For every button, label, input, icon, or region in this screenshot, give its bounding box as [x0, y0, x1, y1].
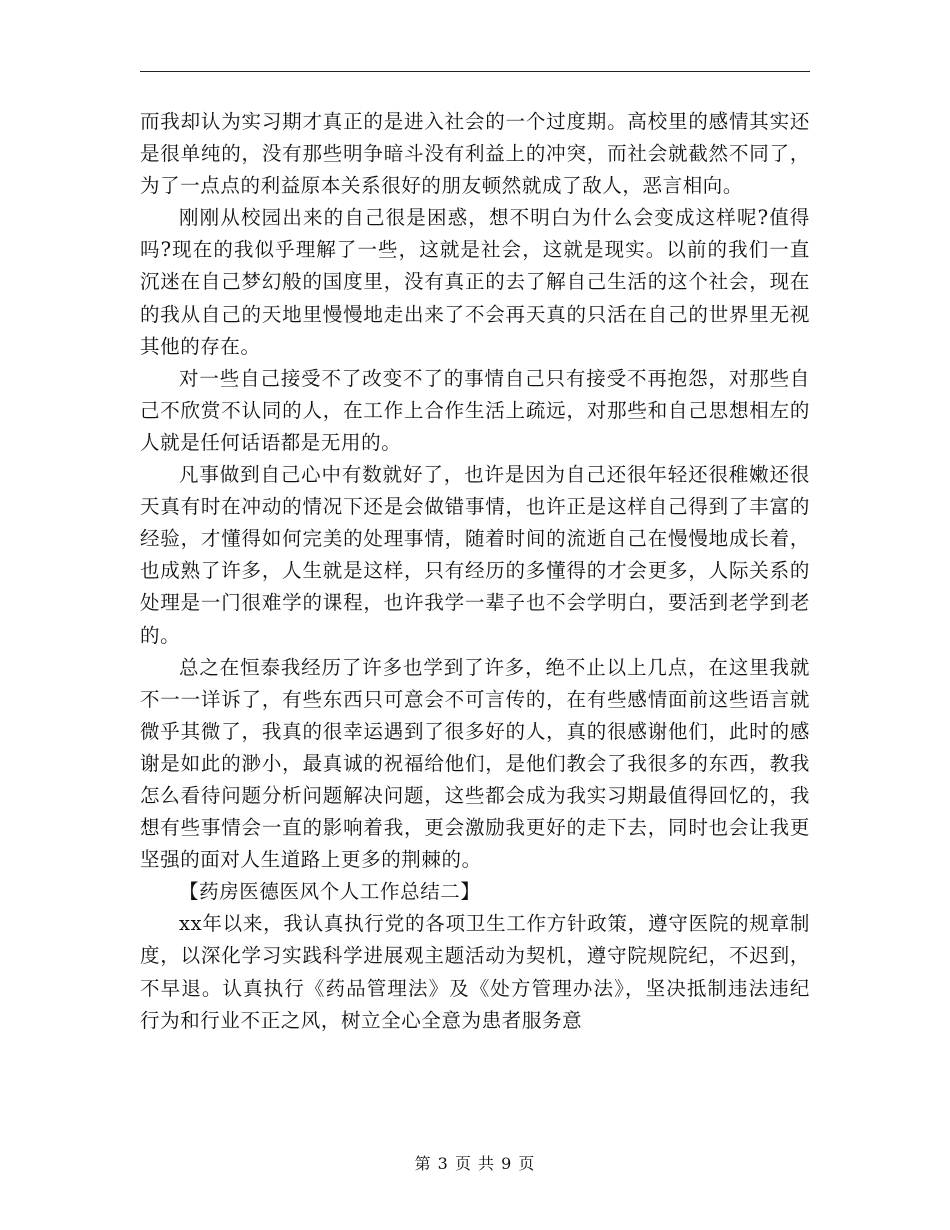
section-heading: 【药房医德医风个人工作总结二】: [179, 880, 481, 904]
paragraph: 刚刚从校园出来的自己很是困惑，想不明白为什么会变成这样呢?值得吗?现在的我似乎理解了一些，这就是社会，这就是现实。以前的我们一直沉迷在自己梦幻般的国度里，没有真正的去了解自己生活的这个社会，现在的我从自己的天地里慢慢地走出来了不会再天真的只活在自己的世界里无视其他的存在。: [140, 206, 810, 358]
header-rule: [140, 71, 810, 72]
body-text: [140, 106, 810, 1037]
page-number-footer: 第 3 页 共 9 页: [414, 1154, 536, 1173]
paragraph: 总之在恒泰我经历了许多也学到了许多，绝不止以上几点，在这里我就不一一详诉了，有些东西只可意会不可言传的，在有些感情面前这些语言就微乎其微了，我真的很幸运遇到了很多好的人，真的很感谢他们，此时的感谢是如此的渺小，最真诚的祝福给他们，是他们教会了我很多的东西，教我怎么看待问题分析问题解决问题，这些都会成为我实习期最值得回忆的，我想有些事情会一直的影响着我，更会激励我更好的走下去，同时也会让我更坚强的面对人生道路上更多的荆棘的。: [140, 655, 810, 872]
paragraph: 而我却认为实习期才真正的是进入社会的一个过度期。高校里的感情其实还是很单纯的，没有那些明争暗斗没有利益上的冲突，而社会就截然不同了，为了一点点的利益原本关系很好的朋友顿然就成了敌人，恶言相向。: [140, 110, 810, 198]
paragraph: 对一些自己接受不了改变不了的事情自己只有接受不再抱怨，对那些自己不欣赏不认同的人，在工作上合作生活上疏远，对那些和自己思想相左的人就是任何话语都是无用的。: [140, 366, 810, 454]
paragraph: xx年以来，我认真执行党的各项卫生工作方针政策，遵守医院的规章制度，以深化学习实践科学进展观主题活动为契机，遵守院规院纪，不迟到，不早退。认真执行《药品管理法》及《处方管理办法》，坚决抵制违法违纪行为和行业不正之风，树立全心全意为患者服务意: [140, 912, 810, 1032]
paragraph: 凡事做到自己心中有数就好了，也许是因为自己还很年轻还很稚嫩还很天真有时在冲动的情况下还是会做错事情，也许正是这样自己得到了丰富的经验，才懂得如何完美的处理事情，随着时间的流逝自己在慢慢地成长着，也成熟了许多，人生就是这样，只有经历的多懂得的才会更多，人际关系的处理是一门很难学的课程，也许我学一辈子也不会学明白，要活到老学到老的。: [140, 463, 810, 647]
